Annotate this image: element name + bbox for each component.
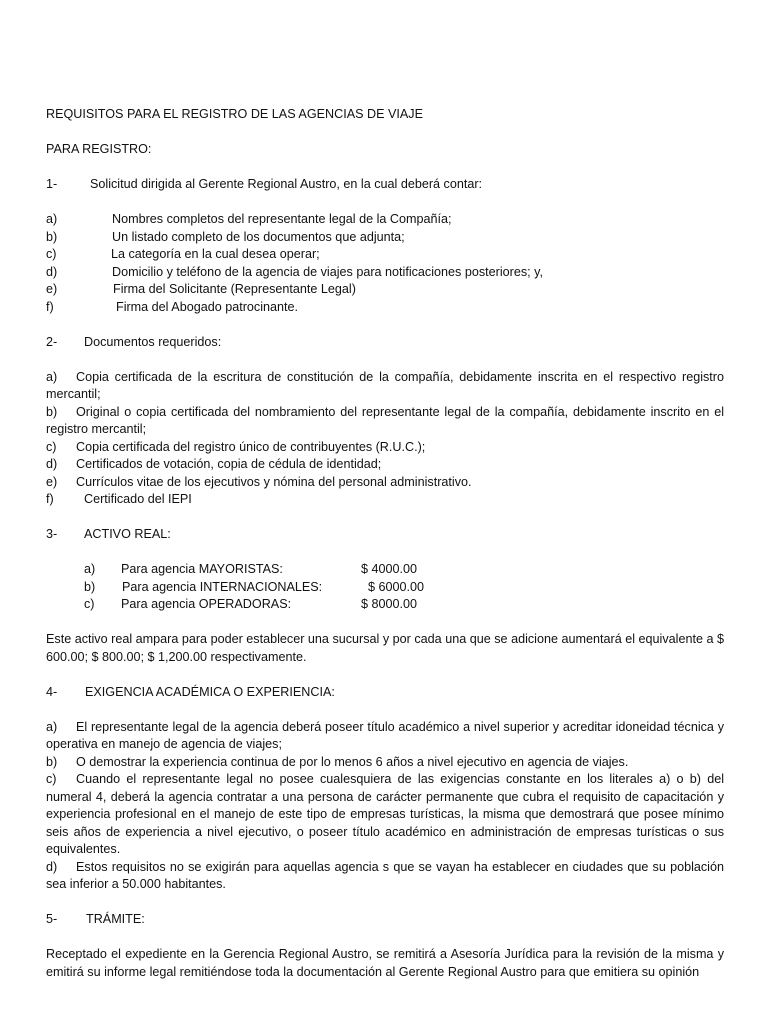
section-number: 3- [46, 527, 58, 541]
item-text: Copia certificada de la escritura de constitución de la compañía, debidamente inscrita en el respectivo registro mercantil; [46, 369, 724, 401]
item-amount: $ 4000.00 [361, 562, 418, 576]
section-2-heading [46, 334, 724, 352]
item-label: b) [46, 229, 58, 244]
item-text: Firma del Solicitante (Representante Legal) [113, 282, 356, 296]
list-item [46, 596, 724, 614]
item-label: f) [46, 299, 54, 314]
section-1-heading [46, 176, 724, 194]
item-label: f) [46, 492, 54, 506]
item-label: a) [46, 212, 58, 226]
item-label: c) [46, 247, 57, 261]
section-3-heading [46, 526, 724, 544]
item-text: O demostrar la experiencia continua de por lo menos 6 años a nivel ejecutivo en agencia de viajes. [76, 754, 629, 769]
section-1-list [46, 211, 724, 316]
item-text: Para agencia MAYORISTAS: [121, 562, 283, 576]
item-text: Currículos vitae de los ejecutivos y nómina del personal administrativo. [76, 474, 472, 489]
item-text: Domicilio y teléfono de la agencia de viajes para notificaciones posteriores; y, [112, 264, 543, 279]
item-text: Firma del Abogado patrocinante. [116, 299, 299, 314]
section-4-list [46, 719, 724, 894]
section-heading-text: ACTIVO REAL: [84, 527, 171, 541]
list-item [46, 771, 724, 859]
item-label: b) [46, 404, 58, 419]
item-text: Para agencia OPERADORAS: [121, 597, 292, 611]
item-text: El representante legal de la agencia deberá poseer título académico a nivel superior y acreditar idoneidad técnica y operativa en manejo de agencia de viajes; [46, 719, 724, 751]
item-text: La categoría en la cual desea operar; [111, 247, 320, 261]
list-item [46, 491, 724, 509]
list-item [46, 579, 724, 597]
section-2-list [46, 369, 724, 509]
list-item [46, 719, 724, 754]
section-5-heading [46, 911, 724, 929]
item-label: c) [46, 772, 57, 786]
list-item [46, 229, 724, 247]
item-label: a) [46, 719, 58, 734]
list-item [46, 474, 724, 492]
item-text: Cuando el representante legal no posee cualesquiera de las exigencias constante en los literales a) o b) del numeral 4, deberá la agencia contratar a una persona de carácter permanente que cubra el requisito de capacitación y experiencia profesional en el manejo de este tipo de empresas turísticas, la misma que demostrará que posee mínimo seis años de experiencia a nivel ejecutivo, o poseer título académico en administración de empresas turísticas o sus equivalentes. [46, 772, 724, 856]
list-item [46, 264, 724, 282]
item-label: c) [84, 597, 95, 611]
document-title: REQUISITOS PARA EL REGISTRO DE LAS AGENCIAS DE VIAJE [46, 107, 423, 121]
section-number: 4- [46, 684, 58, 699]
tramite-paragraph: Receptado el expediente en la Gerencia Regional Austro, se remitirá a Asesoría Jurídica para la revisión de la misma y emitirá su informe legal remitiéndose toda la documentación al Gerente Regional Austro para que emitiera su opinión [46, 947, 724, 979]
list-item [46, 281, 724, 299]
item-label: b) [46, 754, 58, 769]
item-amount: $ 6000.00 [368, 579, 425, 594]
item-text: Certificado del IEPI [84, 492, 192, 506]
section-4-heading [46, 684, 724, 702]
item-label: a) [46, 369, 58, 384]
section-heading-text: EXIGENCIA ACADÉMICA O EXPERIENCIA: [85, 684, 335, 699]
list-item [46, 859, 724, 894]
list-item [46, 456, 724, 474]
list-item [46, 561, 724, 579]
list-item [46, 439, 724, 457]
list-item [46, 299, 724, 317]
item-text: Original o copia certificada del nombramiento del representante legal de la compañía, debidamente inscrito en el registro mercantil; [46, 404, 724, 436]
list-item [46, 369, 724, 404]
item-label: a) [84, 562, 96, 576]
section-heading-text: Solicitud dirigida al Gerente Regional Austro, en la cual deberá contar: [90, 177, 483, 191]
section-number: 2- [46, 334, 58, 349]
item-text: Certificados de votación, copia de cédula de identidad; [76, 457, 382, 471]
section-number: 1- [46, 177, 58, 191]
item-label: d) [46, 457, 58, 471]
item-label: e) [46, 282, 58, 296]
item-label: d) [46, 859, 58, 874]
item-label: e) [46, 474, 58, 489]
section-label-para-registro: PARA REGISTRO: [46, 142, 152, 156]
list-item [46, 246, 724, 264]
document-body [46, 106, 724, 981]
item-text: Un listado completo de los documentos que adjunta; [112, 229, 405, 244]
list-item [46, 404, 724, 439]
section-heading-text: TRÁMITE: [86, 912, 145, 926]
item-text: Estos requisitos no se exigirán para aquellas agencia s que se vayan ha establecer en ciudades que su población sea inferior a 50.000 habitantes. [46, 859, 724, 891]
item-text: Copia certificada del registro único de contribuyentes (R.U.C.); [76, 439, 426, 454]
section-number: 5- [46, 912, 58, 926]
item-label: b) [84, 579, 96, 594]
item-amount: $ 8000.00 [361, 597, 418, 611]
item-label: d) [46, 264, 58, 279]
item-text: Nombres completos del representante legal de la Compañía; [112, 212, 452, 226]
section-3-list [46, 561, 724, 614]
list-item [46, 754, 724, 772]
section-heading-text: Documentos requeridos: [84, 334, 222, 349]
activo-real-note: Este activo real ampara para poder establecer una sucursal y por cada una que se adicione aumentará el equivalente a $ 600.00; $ 800.00; $ 1,200.00 respectivamente. [46, 632, 724, 664]
item-text: Para agencia INTERNACIONALES: [122, 579, 323, 594]
item-label: c) [46, 439, 57, 454]
list-item [46, 211, 724, 229]
